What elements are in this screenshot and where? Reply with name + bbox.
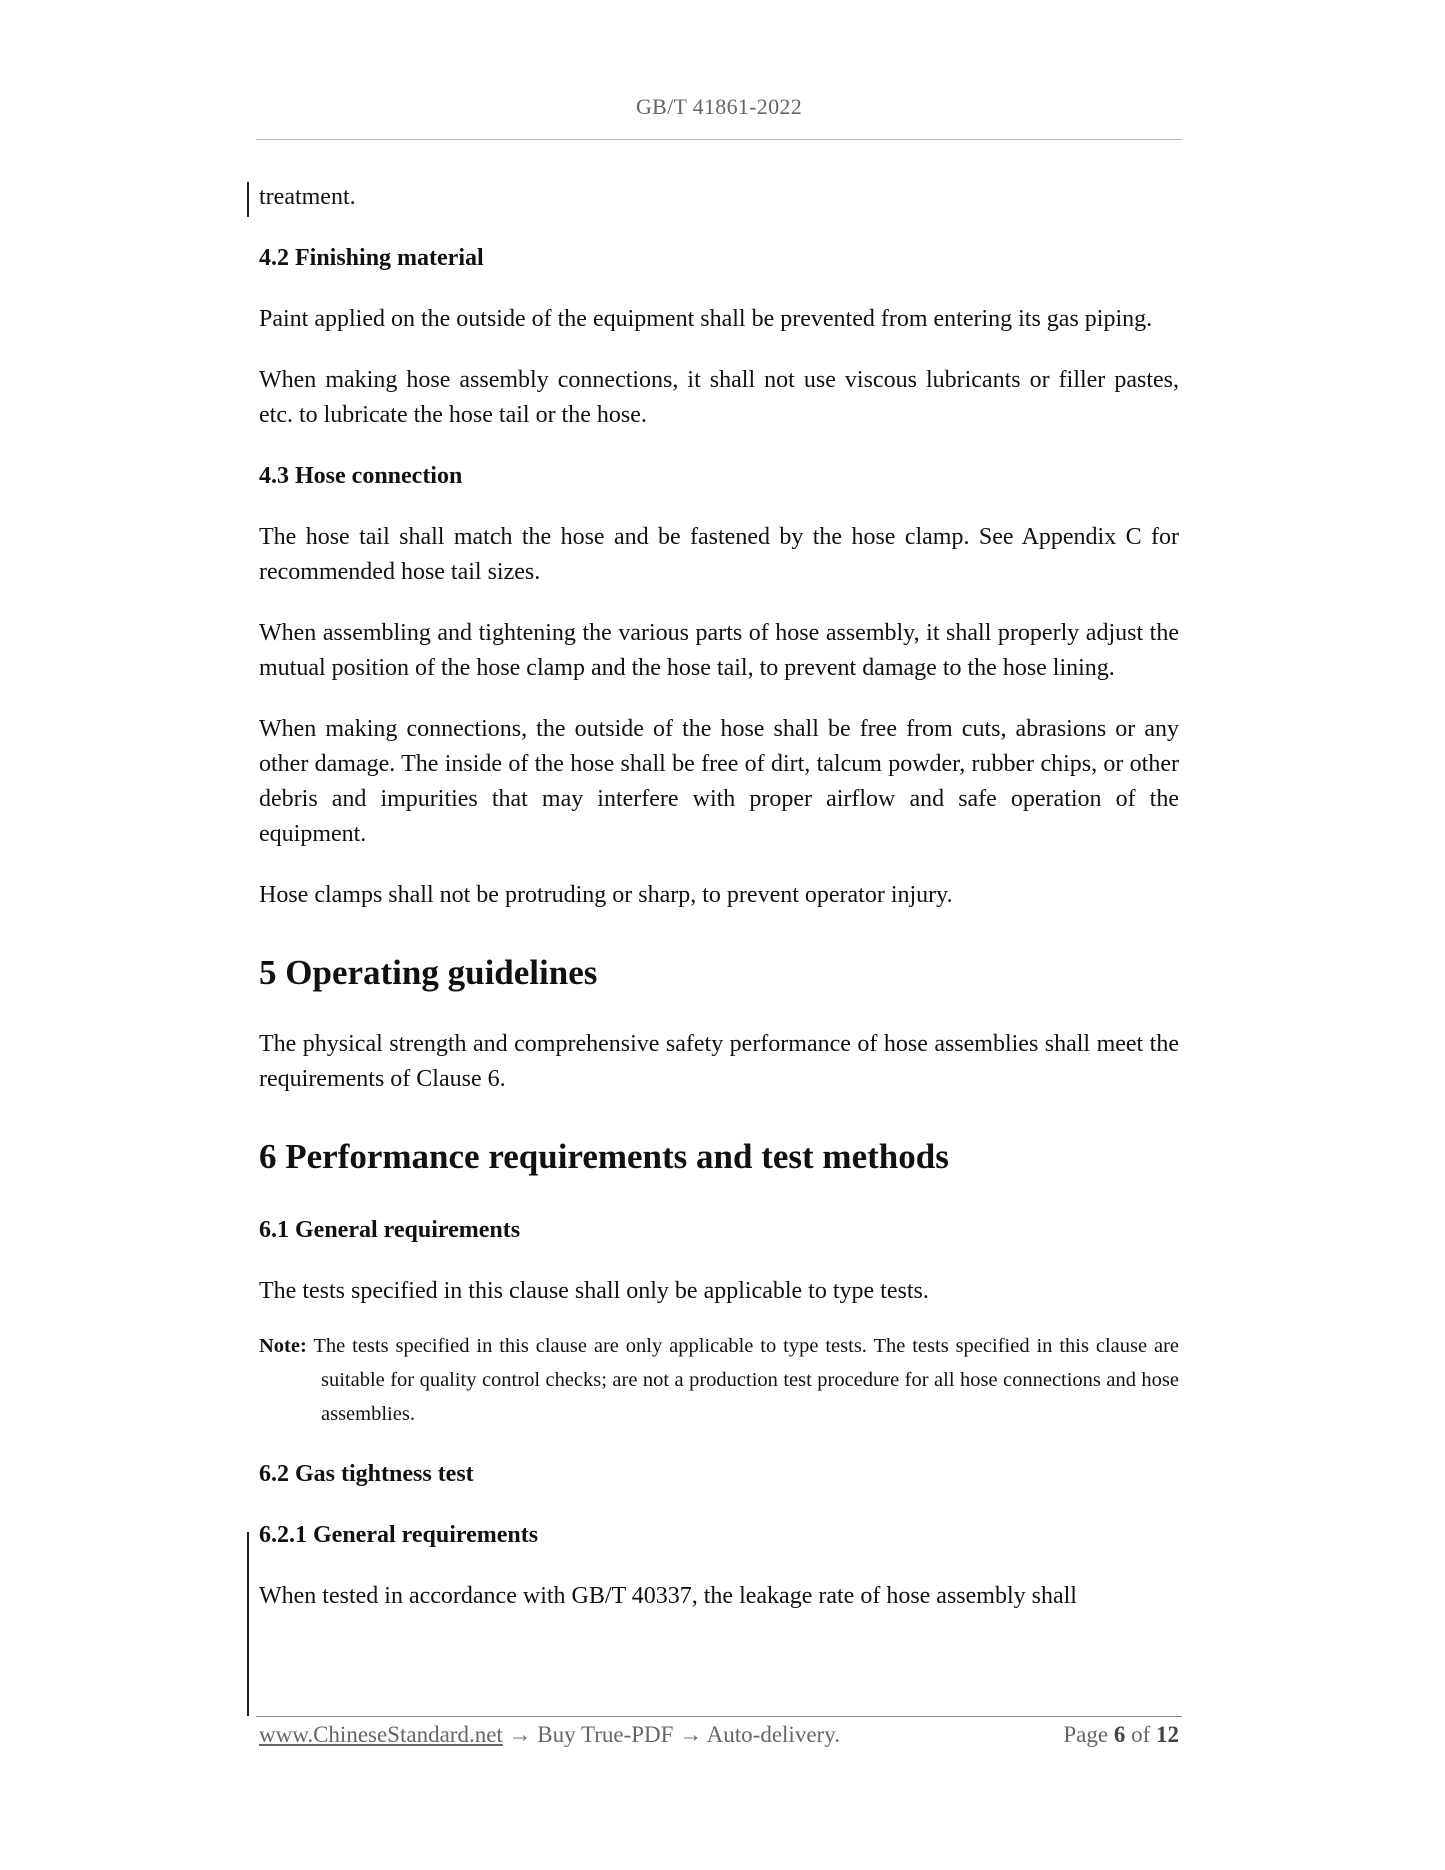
footer-divider	[256, 1716, 1182, 1717]
section-6-1-note	[259, 1329, 1179, 1431]
arrow-right-icon: →	[679, 1722, 703, 1747]
section-4-3-heading: 4.3 Hose connection	[259, 463, 463, 489]
page-label: Page	[1063, 1722, 1109, 1747]
section-5-paragraph-1: The physical strength and comprehensive safety performance of hose assemblies shall meet the requirements of Clause 6.	[259, 1031, 1179, 1092]
page-current: 6	[1113, 1722, 1126, 1747]
section-6-heading: 6 Performance requirements and test methods	[259, 1137, 949, 1176]
footer-promo	[259, 1718, 840, 1752]
page-header-standard-id: GB/T 41861-2022	[635, 94, 803, 119]
section-4-3-paragraph-2: When assembling and tightening the various parts of hose assembly, it shall properly adjust the mutual position of the hose clamp and the hose tail, to prevent damage to the hose lining.	[259, 620, 1179, 681]
section-4-2-paragraph-2: When making hose assembly connections, it shall not use viscous lubricants or filler pastes, etc. to lubricate the hose tail or the hose.	[259, 367, 1179, 428]
page-total: 12	[1156, 1722, 1179, 1747]
section-4-3-paragraph-3: When making connections, the outside of the hose shall be free from cuts, abrasions or any other damage. The inside of the hose shall be free of dirt, talcum powder, rubber chips, or other debris and impurities that may interfere with proper airflow and safe operation of the equipment.	[259, 716, 1179, 847]
page-number	[1063, 1718, 1179, 1752]
site-link[interactable]: www.ChineseStandard.net	[259, 1722, 503, 1747]
section-4-3-paragraph-1: The hose tail shall match the hose and be fastened by the hose clamp. See Appendix C for recommended hose tail sizes.	[259, 524, 1179, 585]
section-5-heading: 5 Operating guidelines	[259, 953, 598, 992]
section-4-3-paragraph-4: Hose clamps shall not be protruding or sharp, to prevent operator injury.	[259, 882, 953, 908]
section-6-2-1-paragraph-1: When tested in accordance with GB/T 40337, the leakage rate of hose assembly shall	[259, 1583, 1077, 1609]
arrow-right-icon: →	[508, 1722, 532, 1747]
buy-pdf-text: Buy True-PDF	[537, 1722, 674, 1747]
continued-paragraph: treatment.	[259, 184, 356, 210]
auto-delivery-text: Auto-delivery.	[706, 1722, 840, 1747]
note-text: The tests specified in this clause are only applicable to type tests. The tests specified in this clause are suitable for quality control checks; are not a production test procedure for all hose connections and hose assemblies.	[313, 1335, 1179, 1425]
section-4-2-paragraph-1: Paint applied on the outside of the equipment shall be prevented from entering its gas piping.	[259, 306, 1153, 332]
section-6-1-heading: 6.1 General requirements	[259, 1217, 521, 1243]
revision-bar-bottom	[247, 1532, 249, 1716]
section-4-2-heading: 4.2 Finishing material	[259, 245, 484, 271]
header-divider	[256, 139, 1182, 140]
section-6-2-heading: 6.2 Gas tightness test	[259, 1461, 474, 1487]
section-6-1-paragraph-1: The tests specified in this clause shall only be applicable to type tests.	[259, 1278, 929, 1304]
section-6-2-1-heading: 6.2.1 General requirements	[259, 1522, 539, 1548]
revision-bar-top	[247, 182, 249, 217]
document-body	[259, 180, 1179, 1614]
note-label: Note:	[259, 1335, 307, 1357]
of-label: of	[1131, 1722, 1151, 1747]
